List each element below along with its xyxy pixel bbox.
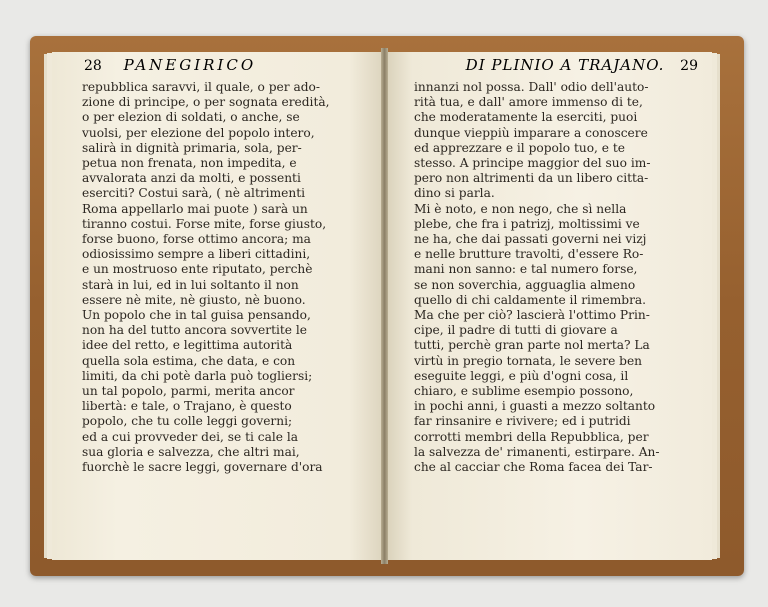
left-page-text — [82, 80, 366, 475]
text-line: popolo, che tu colle leggi governi; — [82, 414, 293, 429]
text-line: in pochi anni, i guasti a mezzo soltanto — [414, 399, 656, 414]
text-line: fuorchè le sacre leggi, governare d'ora — [82, 460, 323, 475]
text-line: essere nè mite, nè giusto, nè buono. — [82, 292, 306, 307]
text-line: quello di chi caldamente il rimembra. — [414, 292, 647, 307]
text-line: sua gloria e salvezza, che altri mai, — [82, 444, 300, 459]
right-running-head: DI PLINIO A TRAJANO. — [465, 56, 665, 74]
text-line: libertà: e tale, o Trajano, è questo — [82, 399, 292, 414]
text-line: plebe, che fra i patrizj, moltissimi ve — [414, 216, 640, 231]
text-line: ne ha, che dai passati governi nei vizj — [414, 232, 647, 247]
text-line: starà in lui, ed in lui soltanto il non — [82, 277, 299, 292]
text-line: o per elezion di soldati, o anche, se — [82, 110, 300, 125]
text-line: cipe, il padre di tutti di giovare a — [414, 323, 618, 338]
text-line: far rinsanire e rivivere; ed i putridi — [414, 414, 631, 429]
text-line: ed a cui provveder dei, se ti cale la — [82, 429, 299, 444]
text-line: chiaro, e sublime esempio possono, — [414, 384, 634, 399]
text-line: dunque vieppiù imparare a conoscere — [414, 125, 648, 140]
text-line: avvalorata anzi da molti, e possenti — [82, 171, 301, 186]
text-line: che moderatamente la eserciti, puoi — [414, 110, 638, 125]
text-line: mani non sanno: e tal numero forse, — [414, 262, 638, 277]
text-line: petua non frenata, non impedita, e — [82, 156, 297, 171]
text-line: ed apprezzare e il popolo tuo, e te — [414, 140, 625, 155]
text-line: tiranno costui. Forse mite, forse giusto, — [82, 216, 327, 231]
text-line: rità tua, e dall' amore immenso di te, — [414, 95, 643, 110]
text-line: corrotti membri della Repubblica, per — [414, 429, 649, 444]
text-line: innanzi nol possa. Dall' odio dell'auto- — [414, 80, 649, 94]
left-running-head: PANEGIRICO — [123, 56, 257, 74]
text-line: la salvezza de' rimanenti, estirpare. An- — [414, 444, 660, 459]
text-line: dino si parla. — [414, 186, 495, 201]
left-page-number: 28 — [84, 58, 102, 74]
text-line: zione di principe, o per sognata eredità, — [82, 95, 330, 110]
text-line: eseguite leggi, e più d'ogni cosa, il — [414, 368, 629, 383]
text-line: repubblica saravvi, il quale, o per ado- — [82, 80, 320, 94]
text-line: tutti, perchè gran parte nol merta? La — [414, 338, 650, 353]
text-line: forse buono, forse ottimo ancora; ma — [82, 232, 311, 247]
text-line: eserciti? Costui sarà, ( nè altrimenti — [82, 186, 305, 201]
text-line: se non soverchia, agguaglia almeno — [414, 277, 636, 292]
text-line: quella sola estima, che data, e con — [82, 353, 296, 368]
right-running-header — [466, 56, 698, 76]
text-line: che al cacciar che Roma facea dei Tar- — [414, 460, 653, 475]
text-line: stesso. A principe maggior del suo im- — [414, 156, 651, 171]
text-line: non ha del tutto ancora sovvertite le — [82, 323, 307, 338]
text-line: salirà in dignità primaria, sola, per- — [82, 140, 302, 155]
text-line: e un mostruoso ente riputato, perchè — [82, 262, 313, 277]
text-line: un tal popolo, parmi, merita ancor — [82, 384, 295, 399]
text-line: idee del retto, e legittima autorità — [82, 338, 293, 353]
book-gutter — [381, 48, 388, 564]
left-running-header — [84, 56, 256, 76]
right-page-text — [414, 80, 688, 475]
text-line: Mi è noto, e non nego, che sì nella — [414, 201, 627, 216]
text-line: Ma che per ciò? lascierà l'ottimo Prin- — [414, 308, 650, 323]
text-line: pero non altrimenti da un libero citta- — [414, 171, 649, 186]
text-line: limiti, da chi potè darla può togliersi; — [82, 368, 313, 383]
text-line: e nelle brutture travolti, d'essere Ro- — [414, 247, 644, 262]
text-line: Un popolo che in tal guisa pensando, — [82, 308, 311, 323]
text-line: Roma appellarlo mai puote ) sarà un — [82, 201, 308, 216]
text-line: odiosissimo sempre a liberi cittadini, — [82, 247, 311, 262]
right-page-number: 29 — [680, 58, 698, 74]
text-line: vuolsi, per elezione del popolo intero, — [82, 125, 315, 140]
text-line: virtù in pregio tornata, le severe ben — [414, 353, 643, 368]
